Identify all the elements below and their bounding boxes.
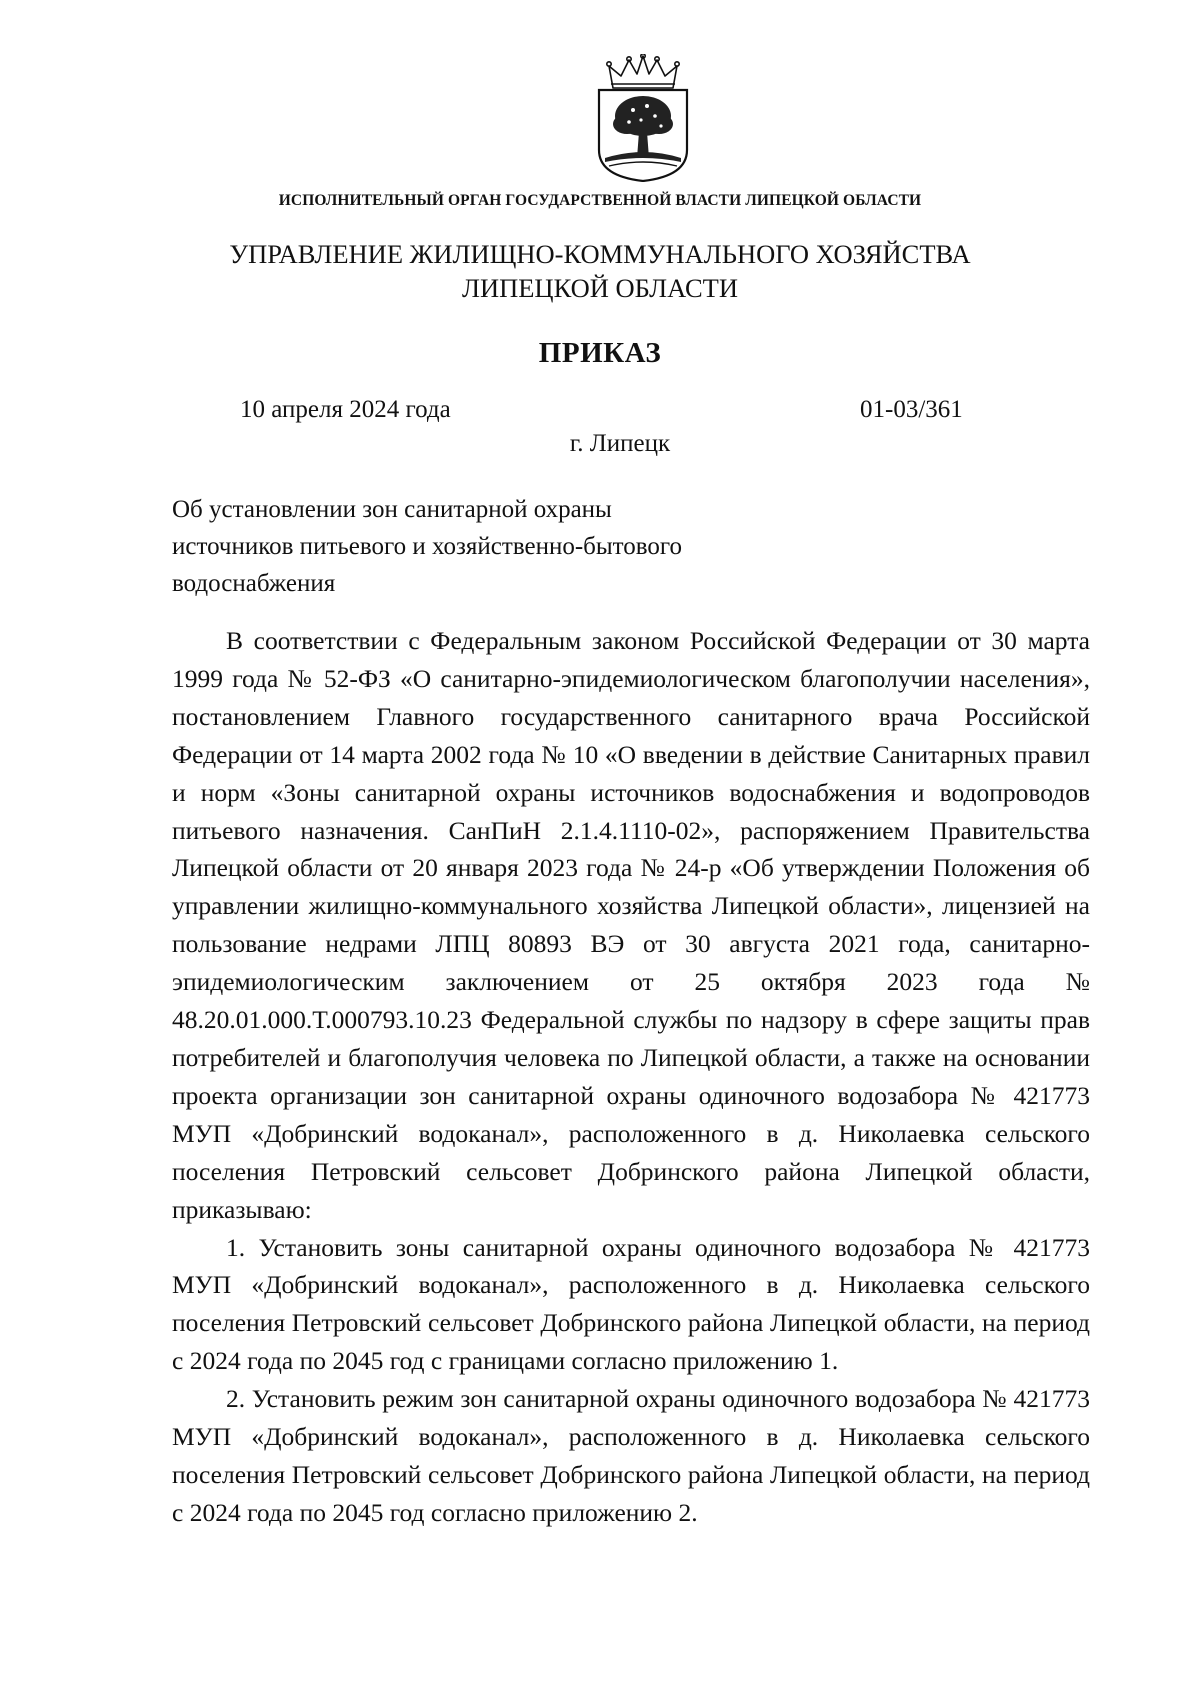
order-body bbox=[172, 622, 1090, 1532]
order-subject bbox=[172, 491, 812, 602]
coat-of-arms-icon bbox=[591, 54, 695, 182]
order-date: 10 апреля 2024 года bbox=[240, 396, 451, 423]
department-name-line2: ЛИПЕЦКОЙ ОБЛАСТИ bbox=[462, 273, 738, 303]
subject-line2: источников питьевого и хозяйственно-бытового bbox=[172, 533, 683, 560]
subject-line1: Об установлении зон санитарной охраны bbox=[172, 496, 612, 523]
preamble-paragraph: В соответствии с Федеральным законом Российской Федерации от 30 марта 1999 года № 52-ФЗ «О санитарно-эпидемиологическом благополучии населения», постановлением Главного государственного санитарного врача Российской Федерации от 14 марта 2002 года № 10 «О введении в действие Санитарных правил и норм «Зоны санитарной охраны источников водоснабжения и водопроводов питьевого назначения. СанПиН 2.1.4.1110-02», распоряжением Правительства Липецкой области от 20 января 2023 года № 24-р «Об утверждении Положения об управлении жилищно-коммунального хозяйства Липецкой области», лицензией на пользование недрами ЛПЦ 80893 ВЭ от 30 августа 2021 года, санитарно-эпидемиологическим заключением от 25 октября 2023 года № 48.20.01.000.Т.000793.10.23 Федеральной службы по надзору в сфере защиты прав потребителей и благополучия человека по Липецкой области, а также на основании проекта организации зон санитарной охраны одиночного водозабора № 421773 МУП «Добринский водоканал», расположенного в д. Николаевка сельского поселения Петровский сельсовет Добринского района Липецкой области, приказываю: bbox=[172, 626, 1090, 1224]
department-name bbox=[0, 237, 1200, 305]
issuing-authority: ИСПОЛНИТЕЛЬНЫЙ ОРГАН ГОСУДАРСТВЕННОЙ ВЛАСТИ ЛИПЕЦКОЙ ОБЛАСТИ bbox=[278, 192, 922, 209]
department-name-line1: УПРАВЛЕНИЕ ЖИЛИЩНО-КОММУНАЛЬНОГО ХОЗЯЙСТВА bbox=[229, 239, 971, 269]
issue-city: г. Липецк bbox=[569, 430, 671, 457]
order-item-2: 2. Установить режим зон санитарной охраны одиночного водозабора № 421773 МУП «Добринский водоканал», расположенного в д. Николаевка сельского поселения Петровский сельсовет Добринского района Липецкой области, на период с 2024 года по 2045 год согласно приложению 2. bbox=[172, 1384, 1090, 1527]
order-item-1: 1. Установить зоны санитарной охраны одиночного водозабора № 421773 МУП «Добринский водоканал», расположенного в д. Николаевка сельского поселения Петровский сельсовет Добринского района Липецкой области, на период с 2024 года по 2045 год с границами согласно приложению 1. bbox=[172, 1232, 1090, 1376]
order-number: 01-03/361 bbox=[860, 396, 963, 423]
document-type-title: ПРИКАЗ bbox=[538, 337, 662, 369]
subject-line3: водоснабжения bbox=[172, 570, 336, 597]
